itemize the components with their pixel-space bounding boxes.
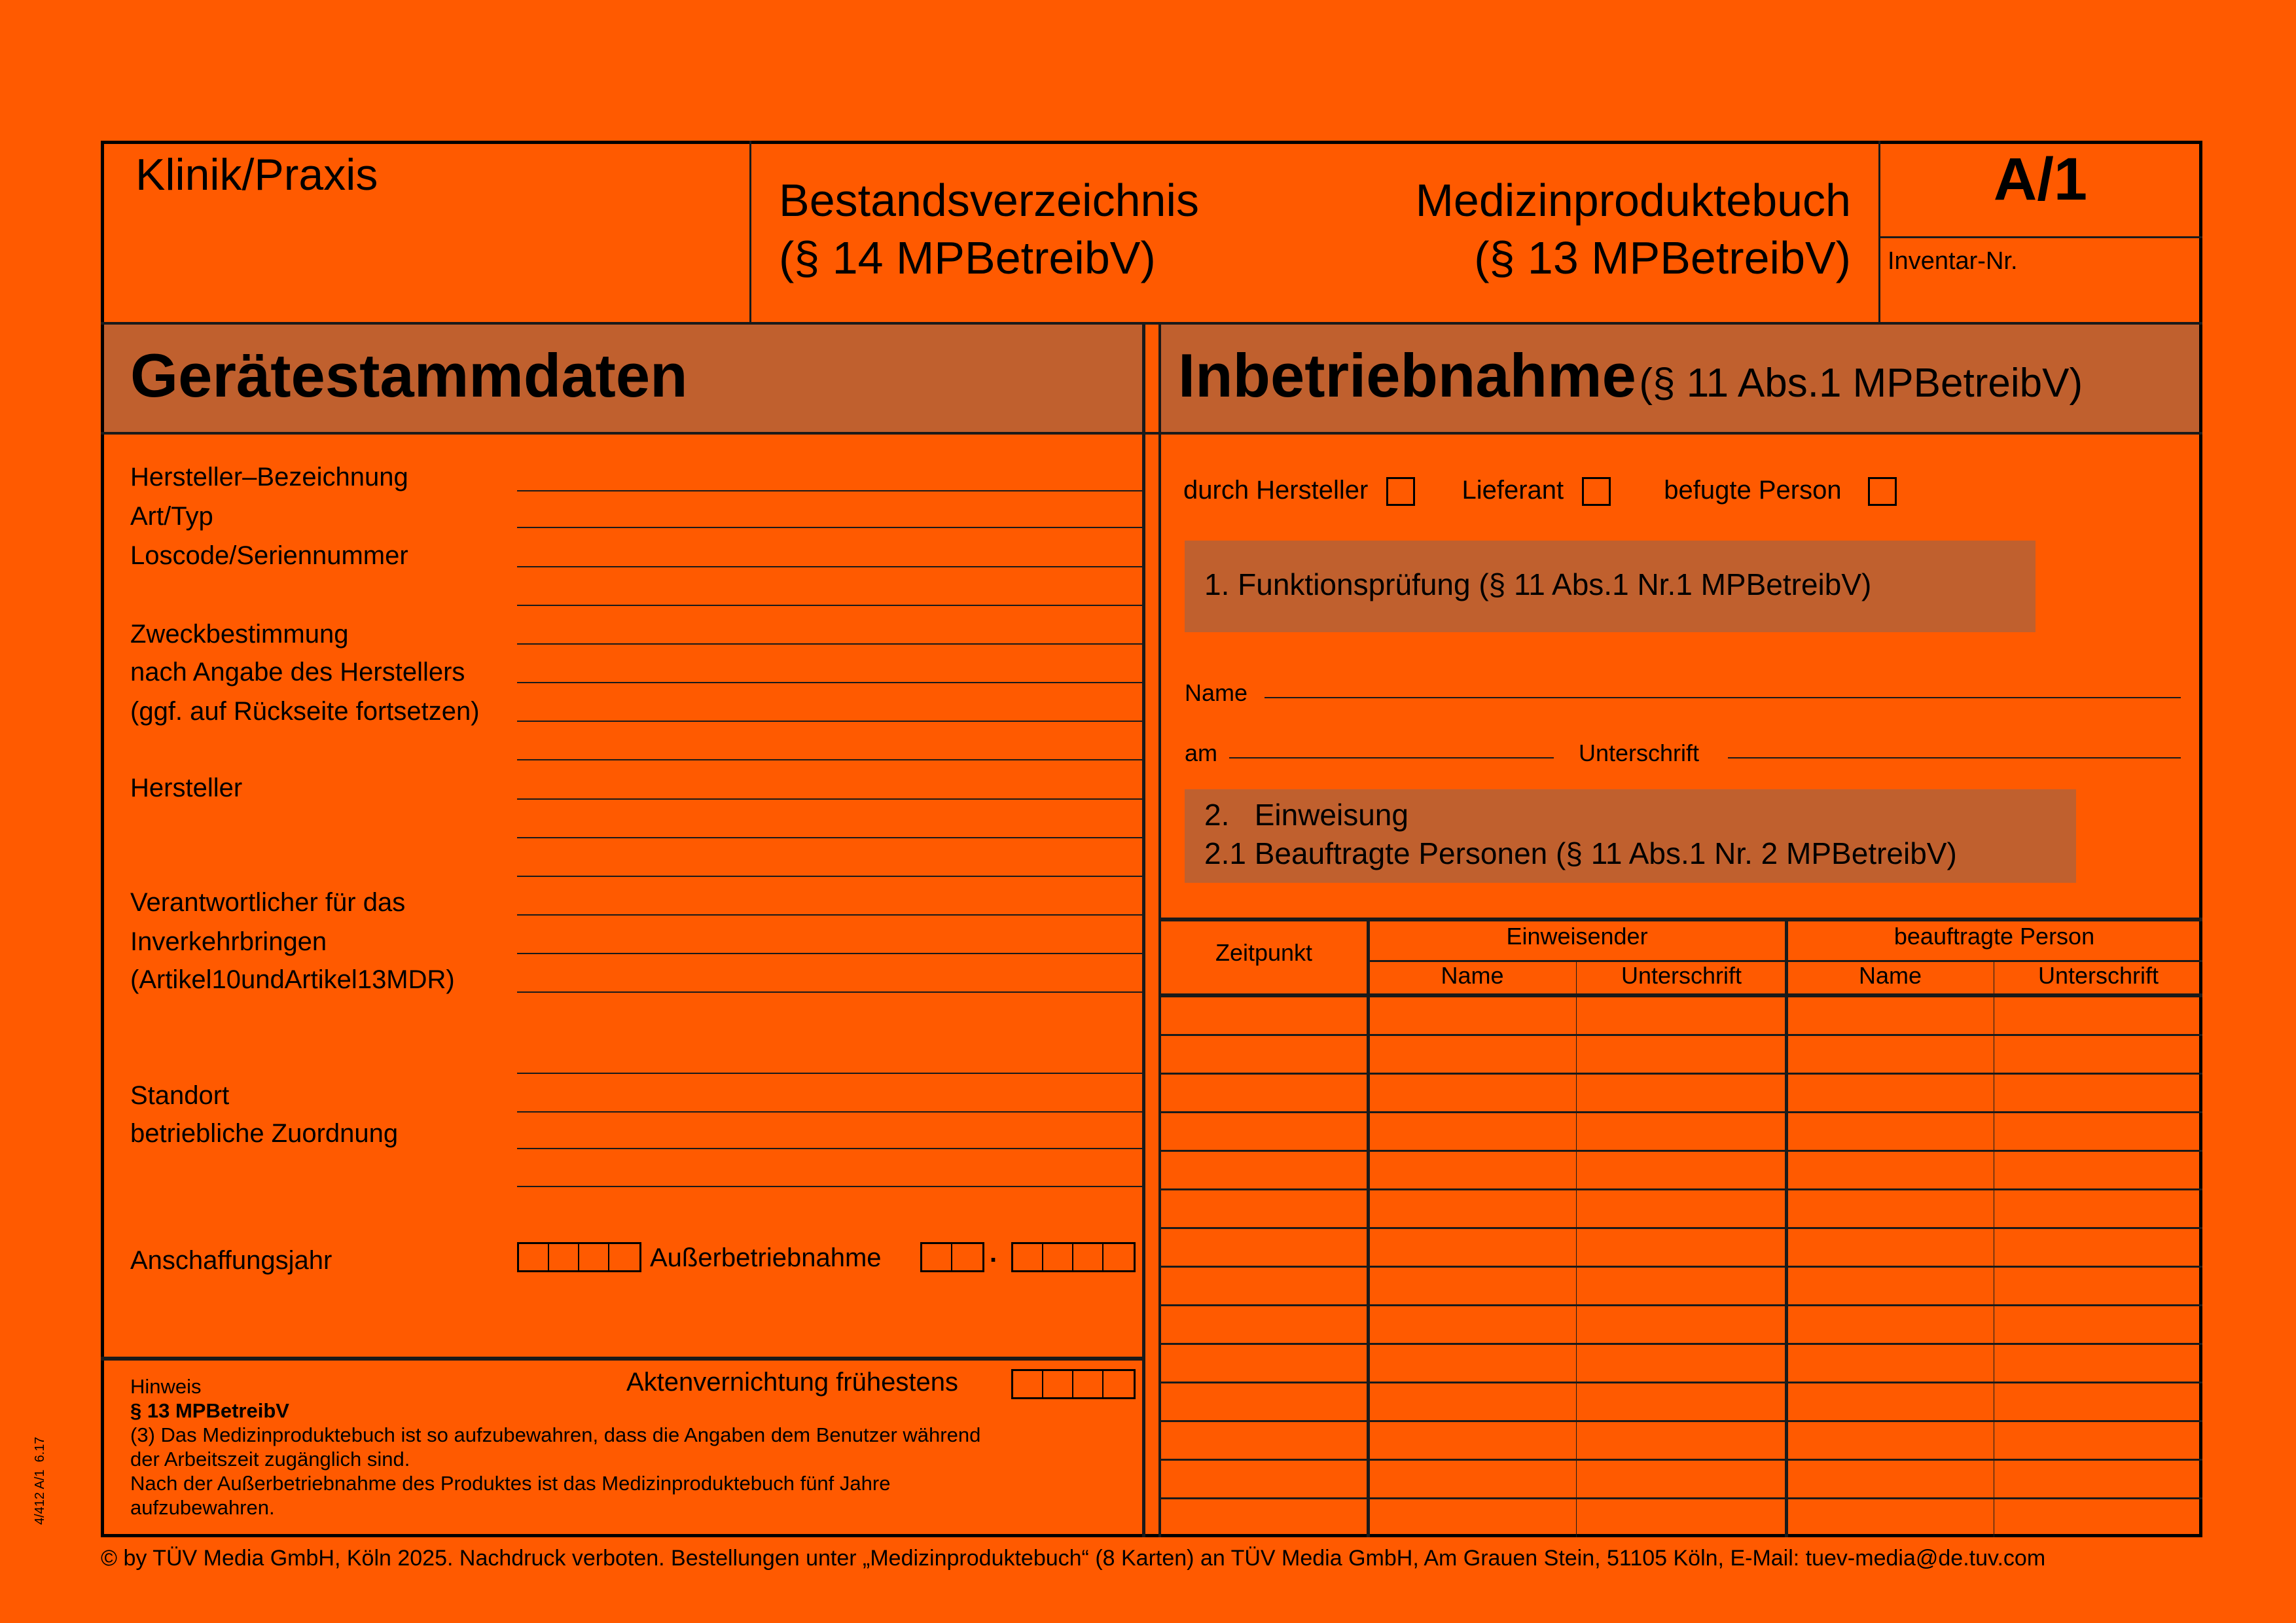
commissioning-by-row [1183, 476, 1897, 506]
entry-line[interactable] [517, 914, 1143, 916]
decommission-year-field[interactable] [1011, 1242, 1136, 1272]
col-instructor: Einweisender [1506, 923, 1648, 950]
device-field-label: betriebliche Zuordnung [130, 1119, 399, 1148]
divider [1576, 961, 1577, 1537]
table-row-line [1160, 1304, 2202, 1306]
device-field-label: Inverkehrbringen [130, 927, 327, 956]
table-row-line [1160, 1420, 2202, 1422]
card-id: A/1 [1993, 146, 2088, 213]
date-separator: . [990, 1239, 997, 1268]
divider [1878, 236, 2202, 238]
col-assigned-name: Name [1858, 962, 1922, 989]
clinic-label: Klinik/Praxis [135, 150, 378, 200]
date-label: am [1185, 740, 1218, 766]
device-field-label: Art/Typ [130, 502, 213, 531]
entry-line[interactable] [517, 566, 1143, 567]
destruction-year-field[interactable] [1011, 1369, 1136, 1399]
entry-line[interactable] [517, 876, 1143, 877]
by-manufacturer-label: durch Hersteller [1183, 476, 1369, 505]
entry-line[interactable] [517, 953, 1143, 954]
form-code: 4/412 A/1 6.17 [33, 1436, 47, 1525]
section-title-commissioning: Inbetriebnahme (§ 11 Abs.1 MPBetreibV) [1178, 341, 2083, 410]
destruction-label: Aktenvernichtung frühestens [626, 1368, 958, 1397]
supplier-label: Lieferant [1462, 476, 1564, 505]
device-field-label: Hersteller–Bezeichnung [130, 463, 408, 491]
device-field-label: Verantwortlicher für das [130, 888, 406, 917]
inventory-title: Bestandsverzeichnis (§ 14 MPBetreibV) [779, 175, 1199, 283]
instruction-heading: 2. Einweisung 2.1 Beauftragte Personen (§ 11 Abs.1 Nr. 2 MPBetreibV) [1204, 798, 1957, 870]
entry-line[interactable] [517, 1073, 1143, 1074]
authorized-person-checkbox[interactable] [1868, 477, 1897, 506]
inventory-no-label: Inventar-Nr. [1888, 247, 2018, 275]
column-divider [1158, 323, 1161, 1537]
acquisition-year-field[interactable] [517, 1242, 641, 1272]
by-manufacturer-checkbox[interactable] [1386, 477, 1415, 506]
table-row-line [1160, 1073, 2202, 1075]
copyright-footer: © by TÜV Media GmbH, Köln 2025. Nachdruck verboten. Bestellungen unter „Medizinproduktebuch“ (8 Karten) an TÜV Media GmbH, Am Grauen Stein, 51105 Köln, E-Mail: tuev-media@de.tuv.com [101, 1546, 2046, 1571]
table-header-bottom [1160, 993, 2202, 997]
device-field-label: Hersteller [130, 774, 243, 802]
divider [749, 141, 751, 323]
name-label: Name [1185, 679, 1248, 706]
column-divider [1142, 323, 1145, 1537]
device-field-label: (ggf. auf Rückseite fortsetzen) [130, 697, 480, 726]
divider [101, 432, 2202, 435]
entry-line[interactable] [517, 527, 1143, 528]
table-top [1160, 918, 2202, 921]
entry-line[interactable] [517, 490, 1143, 491]
entry-line[interactable] [517, 1186, 1143, 1187]
device-field-label: nach Angabe des Herstellers [130, 658, 465, 687]
section-title-device-data: Gerätestammdaten [130, 341, 688, 410]
table-row-line [1160, 1111, 2202, 1113]
entry-line[interactable] [517, 837, 1143, 838]
table-row-line [1160, 1034, 2202, 1036]
acquisition-year-label: Anschaffungsjahr [130, 1246, 332, 1275]
table-row-line [1160, 1343, 2202, 1345]
col-instructor-name: Name [1441, 962, 1504, 989]
col-assigned-person: beauftragte Person [1893, 923, 2095, 950]
entry-line[interactable] [517, 1111, 1143, 1113]
entry-line[interactable] [517, 682, 1143, 683]
col-time: Zeitpunkt [1215, 939, 1313, 966]
col-instructor-signature: Unterschrift [1621, 962, 1742, 989]
function-test-heading: 1. Funktionsprüfung (§ 11 Abs.1 Nr.1 MPBetreibV) [1204, 567, 1872, 601]
hint-block: Hinweis § 13 MPBetreibV (3) Das Medizinproduktebuch ist so aufzubewahren, dass die Angaben dem Benutzer während der Arbeitszeit zugänglich sind. Nach der Außerbetriebnahme des Produktes ist das Medizinproduktebuch fünf Jahre aufzubewahren. [130, 1375, 981, 1519]
supplier-checkbox[interactable] [1582, 477, 1611, 506]
signature-label: Unterschrift [1579, 740, 1700, 766]
entry-line[interactable] [517, 798, 1143, 800]
table-row-line [1160, 1459, 2202, 1461]
entry-line[interactable] [517, 759, 1143, 760]
device-field-label: Zweckbestimmung [130, 620, 349, 649]
table-row-line [1160, 1150, 2202, 1152]
table-row-line [1160, 1497, 2202, 1499]
device-field-label: Standort [130, 1081, 230, 1110]
date-line[interactable] [1229, 757, 1554, 758]
decommission-month-field[interactable] [920, 1242, 984, 1272]
device-field-label: (Artikel10undArtikel13MDR) [130, 965, 455, 994]
authorized-person-label: befugte Person [1664, 476, 1842, 505]
entry-line[interactable] [517, 605, 1143, 606]
entry-line[interactable] [517, 1148, 1143, 1149]
book-title: Medizinproduktebuch (§ 13 MPBetreibV) [1415, 175, 1851, 283]
table-row-line [1160, 1266, 2202, 1268]
device-field-label: Loscode/Seriennummer [130, 541, 408, 570]
signature-line[interactable] [1728, 757, 2181, 758]
entry-line[interactable] [517, 643, 1143, 645]
entry-line[interactable] [517, 991, 1143, 993]
table-row-line [1160, 1188, 2202, 1190]
table-row-line [1160, 1382, 2202, 1383]
decommission-label: Außerbetriebnahme [650, 1243, 882, 1272]
name-line[interactable] [1265, 697, 2181, 698]
entry-line[interactable] [517, 721, 1143, 722]
col-assigned-signature: Unterschrift [2037, 962, 2159, 989]
divider [101, 1357, 1143, 1361]
table-row-line [1160, 1227, 2202, 1229]
